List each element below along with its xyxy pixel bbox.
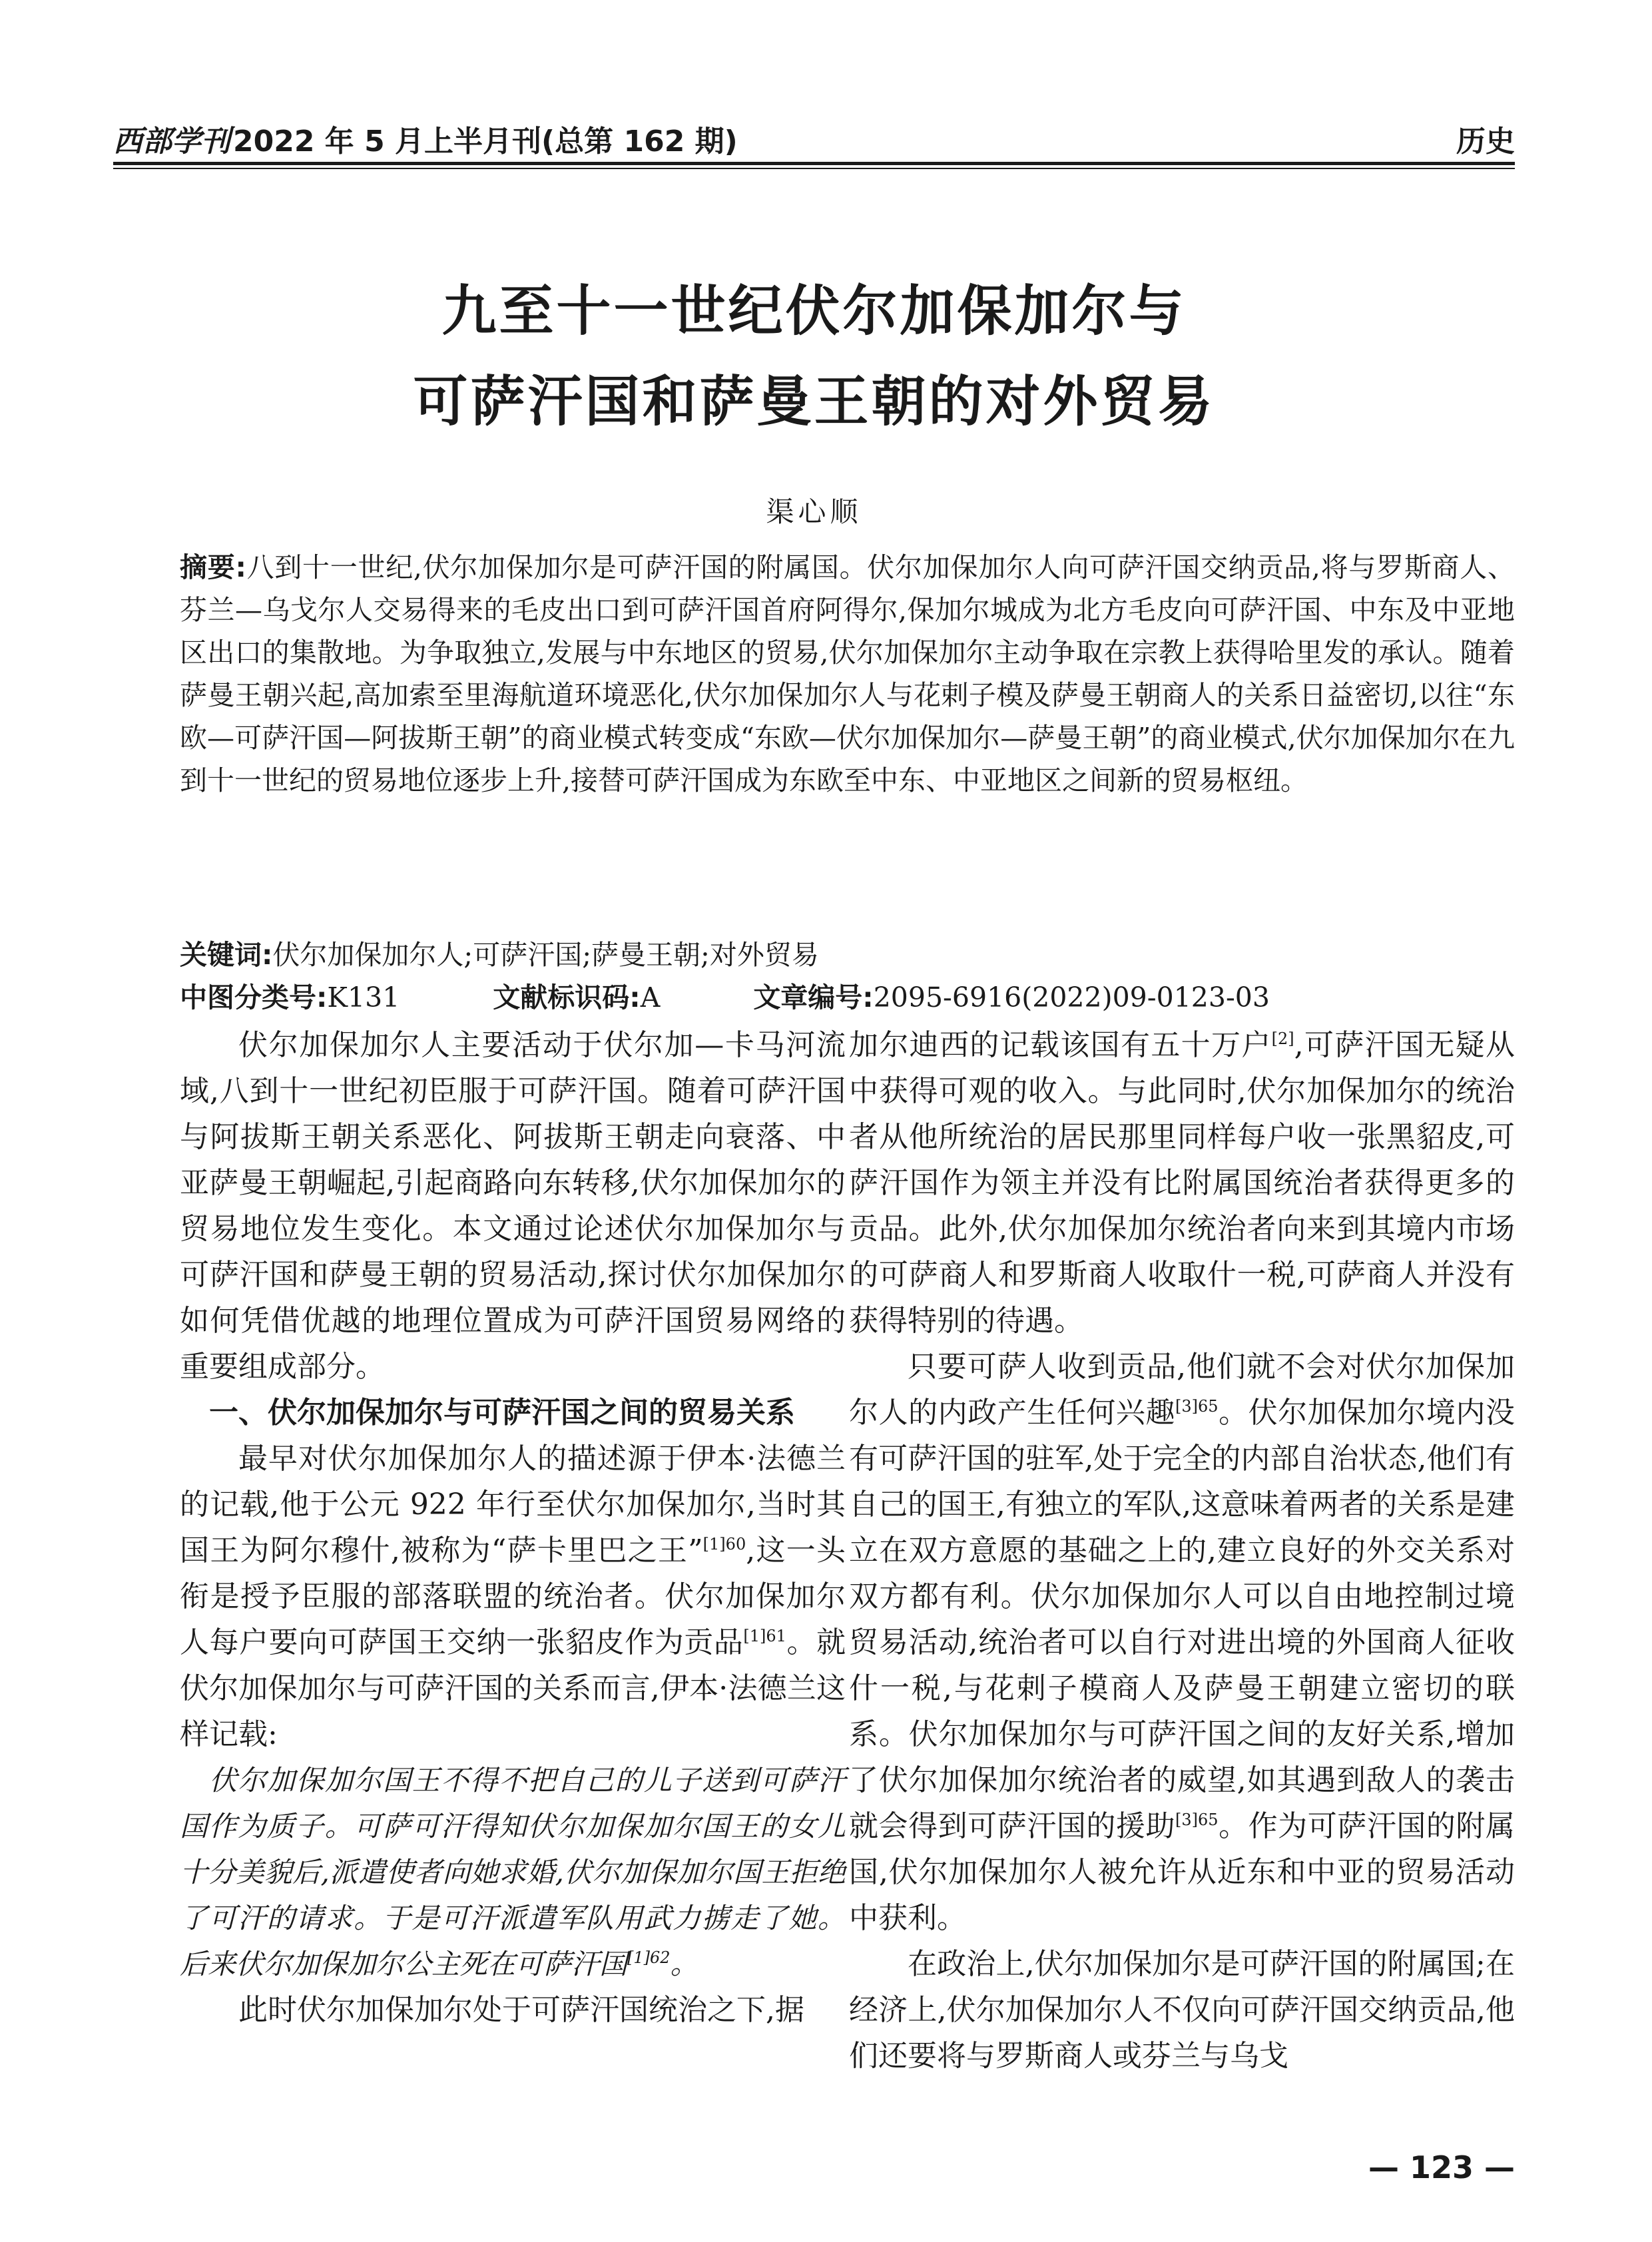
block-quote: 伏尔加保加尔国王不得不把自己的儿子送到可萨汗国作为质子。可萨可汗得知伏尔加保加尔国王的女儿十分美貌后,派遣使者向她求婚,伏尔加保加尔国王拒绝了可汗的请求。于是可汗派遣军队用武力掳走了她。后来伏尔加保加尔公主死在可萨汗国$^{[1]62}$。 bbox=[180, 1764, 846, 1980]
citation: [1]62 bbox=[627, 1948, 671, 1967]
citation: [1]61 bbox=[743, 1627, 786, 1645]
classification-row bbox=[180, 976, 1515, 1019]
journal-issue bbox=[113, 117, 738, 160]
doc-code-value: A bbox=[640, 981, 661, 1013]
title-line-1: 九至十一世纪伏尔加保加尔与 bbox=[441, 280, 1187, 343]
body-column-left bbox=[180, 1022, 846, 2033]
abstract-label: 摘要: bbox=[180, 551, 246, 583]
clc-label: 中图分类号: bbox=[180, 981, 328, 1013]
page-number: — 123 — bbox=[1368, 2149, 1515, 2185]
keywords-row bbox=[180, 934, 1515, 976]
paragraph: 加尔迪西的记载该国有五十万户[2],可萨汗国无疑从中获得可观的收入。与此同时,伏尔加保加尔的统治者从他所统治的居民那里同样每户收一张黑貂皮,可萨汗国作为领主并没有比附属国统治者获得更多的贡品。此外,伏尔加保加尔统治者向来到其境内市场的可萨商人和罗斯商人收取什一税,可萨商人并没有获得特别的待遇。 bbox=[849, 1028, 1515, 1338]
article-no-label: 文章编号: bbox=[753, 981, 874, 1013]
clc-value: K131 bbox=[327, 981, 400, 1013]
abstract-text: 八到十一世纪,伏尔加保加尔是可萨汗国的附属国。伏尔加保加尔人向可萨汗国交纳贡品,将与罗斯商人、芬兰—乌戈尔人交易得来的毛皮出口到可萨汗国首府阿得尔,保加尔城成为北方毛皮向可萨汗国、中东及中亚地区出口的集散地。为争取独立,发展与中东地区的贸易,伏尔加保加尔主动争取在宗教上获得哈里发的承认。随着萨曼王朝兴起,高加索至里海航道环境恶化,伏尔加保加尔人与花剌子模及萨曼王朝商人的关系日益密切,以往“东欧—可萨汗国—阿拔斯王朝”的商业模式转变成“东欧—伏尔加保加尔—萨曼王朝”的商业模式,伏尔加保加尔在九到十一世纪的贸易地位逐步上升,接替可萨汗国成为东欧至中东、中亚地区之间新的贸易枢纽。 bbox=[180, 551, 1515, 796]
journal-logo: 西部学刊 bbox=[113, 125, 230, 158]
paragraph: 只要可萨人收到贡品,他们就不会对伏尔加保加尔人的内政产生任何兴趣$^{[3]65}$。伏尔加保加尔境内没有可萨汗国的驻军,处于完全的内部自治状态,他们有自己的国王,有独立的军队,这意味着两者的关系是建立在双方意愿的基础之上的,建立良好的外交关系对双方都有利。伏尔加保加尔人可以自由地控制过境贸易活动,统治者可以自行对进出境的外国商人征收什一税,与花剌子模商人及萨曼王朝建立密切的联系。伏尔加保加尔与可萨汗国之间的友好关系,增加了伏尔加保加尔统治者的威望,如其遇到敌人的袭击就会得到可萨汗国的援助$^{[3]65}$。作为可萨汗国的附属国,伏尔加保加尔人被允许从近东和中亚的贸易活动中获利。 bbox=[849, 1350, 1515, 1935]
article-meta bbox=[180, 934, 1515, 1019]
paragraph: 此时伏尔加保加尔处于可萨汗国统治之下,据 bbox=[238, 1993, 804, 2027]
running-header bbox=[113, 112, 1515, 165]
citation: [3]65 bbox=[1175, 1811, 1219, 1829]
author-name: 渠心顺 bbox=[766, 495, 862, 528]
title-line-2: 可萨汗国和萨曼王朝的对外贸易 bbox=[413, 370, 1215, 433]
citation: [1]60 bbox=[702, 1535, 746, 1553]
citation: [2] bbox=[1271, 1029, 1294, 1048]
header-rule bbox=[113, 162, 1515, 165]
body-column-right bbox=[849, 1022, 1515, 2079]
paragraph: 最早对伏尔加保加尔人的描述源于伊本·法德兰的记载,他于公元 922 年行至伏尔加保加尔,当时其国王为阿尔穆什,被称为“萨卡里巴之王”$^{[1]60}$,这一头衔是授予臣服的部落联盟的统治者。伏尔加保加尔人每户要向可萨国王交纳一张貂皮作为贡品$^{[1]61}$。就伏尔加保加尔与可萨汗国的关系而言,伊本·法德兰这样记载: bbox=[180, 1442, 846, 1751]
abstract bbox=[180, 546, 1515, 802]
section-heading: 一、伏尔加保加尔与可萨汗国之间的贸易关系 bbox=[209, 1396, 795, 1430]
doc-code-label: 文献标识码: bbox=[493, 981, 641, 1013]
article-no-value: 2095-6916(2022)09-0123-03 bbox=[873, 981, 1270, 1013]
section-name: 历史 bbox=[1456, 125, 1515, 158]
issue-text: 2022 年 5 月上半月刊(总第 162 期) bbox=[233, 125, 738, 158]
paragraph: 在政治上,伏尔加保加尔是可萨汗国的附属国;在经济上,伏尔加保加尔人不仅向可萨汗国交纳贡品,他们还要将与罗斯商人或芬兰与乌戈 bbox=[849, 1947, 1515, 2073]
citation: [3]65 bbox=[1175, 1397, 1219, 1416]
keywords-text: 伏尔加保加尔人;可萨汗国;萨曼王朝;对外贸易 bbox=[272, 939, 819, 971]
article-title bbox=[113, 266, 1515, 447]
paragraph: 伏尔加保加尔人主要活动于伏尔加—卡马河流域,八到十一世纪初臣服于可萨汗国。随着可萨汗国与阿拔斯王朝关系恶化、阿拔斯王朝走向衰落、中亚萨曼王朝崛起,引起商路向东转移,伏尔加保加尔的贸易地位发生变化。本文通过论述伏尔加保加尔与可萨汗国和萨曼王朝的贸易活动,探讨伏尔加保加尔如何凭借优越的地理位置成为可萨汗国贸易网络的重要组成部分。 bbox=[180, 1028, 846, 1384]
keywords-label: 关键词: bbox=[180, 939, 273, 971]
header-rule-thin bbox=[113, 168, 1515, 169]
